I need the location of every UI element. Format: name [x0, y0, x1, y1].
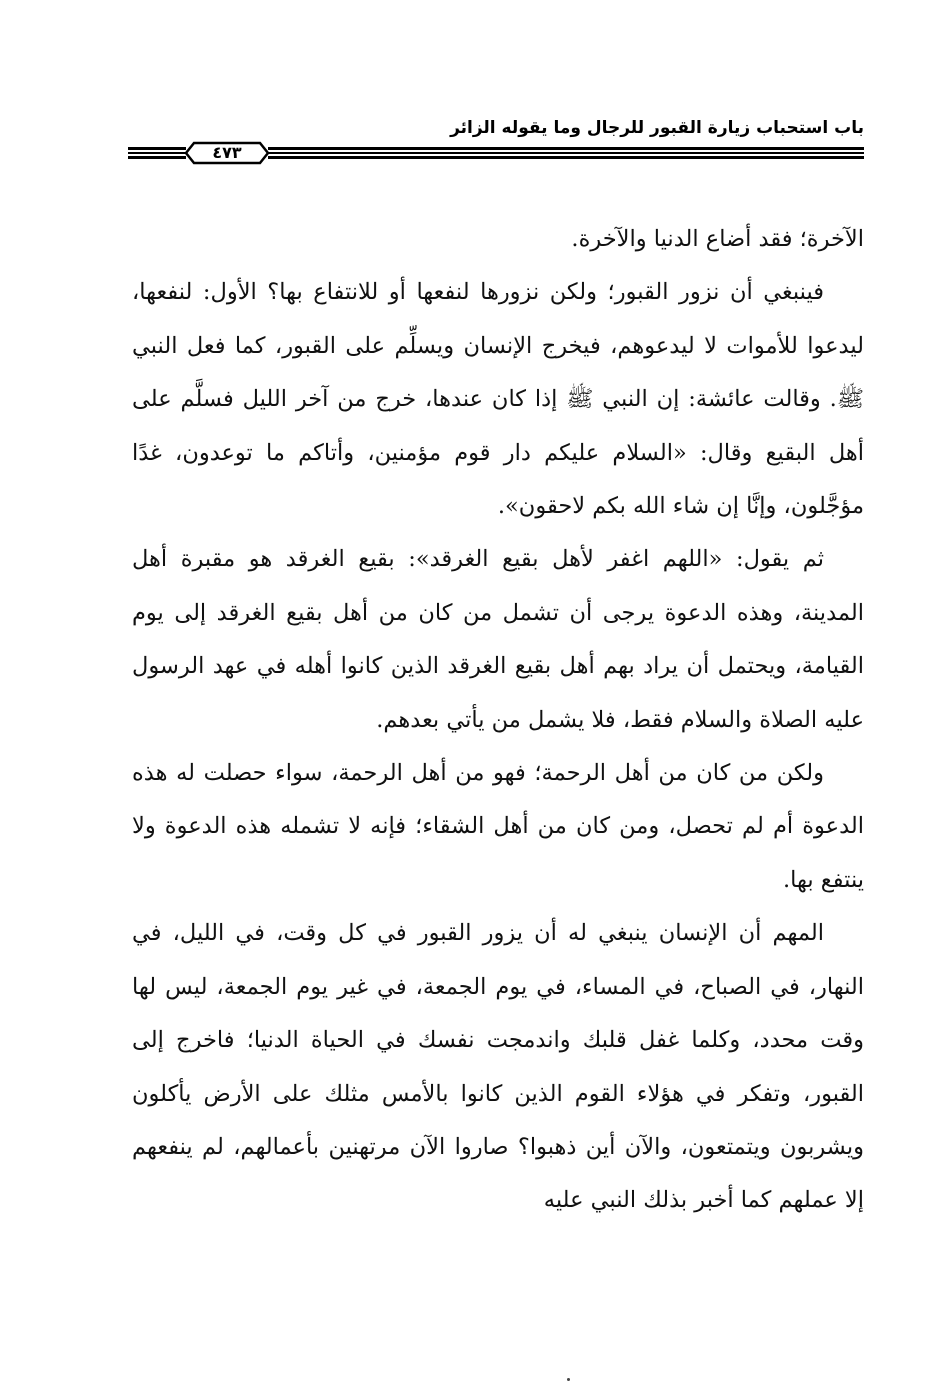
paragraph-5: المهم أن الإنسان ينبغي له أن يزور القبور في كل وقت، في الليل، في النهار، في الصباح، في المساء، في يوم الجمعة، في غير يوم الجمعة، ليس لها وقت محدد، وكلما غفل قلبك واندمجت نفسك في الحياة الدنيا؛ فاخرج إلى القبور، وتفكر في هؤلاء القوم الذين كانوا بالأمس مثلك على الأرض يأكلون ويشربون ويتمتعون، والآن أين ذهبوا؟ صاروا الآن مرتهنين بأعمالهم، لم ينفعهم إلا عملهم كما أخبر بذلك النبي عليه	[132, 920, 864, 1214]
page-header	[128, 118, 864, 168]
paragraph-3: ثم يقول: «اللهم اغفر لأهل بقيع الغرقد»: بقيع الغرقد هو مقبرة أهل المدينة، وهذه الدعوة يرجى أن تشمل من كان من أهل بقيع الغرقد إلى يوم القيامة، ويحتمل أن يراد بهم أهل بقيع الغرقد الذين كانوا أهله في عهد الرسول عليه الصلاة والسلام فقط، فلا يشمل من يأتي بعدهم.	[132, 546, 864, 733]
page-number: ٤٧٣	[212, 143, 242, 162]
scan-speck	[567, 1378, 570, 1381]
page-body	[132, 213, 864, 1228]
paragraph-1: الآخرة؛ فقد أضاع الدنيا والآخرة.	[571, 226, 864, 252]
paragraph-4: ولكن من كان من أهل الرحمة؛ فهو من أهل الرحمة، سواء حصلت له هذه الدعوة أم لم تحصل، ومن كان من أهل الشقاء؛ فإنه لا تشمله هذه الدعوة ولا ينتفع بها.	[132, 760, 864, 893]
paragraph-2: فينبغي أن نزور القبور؛ ولكن نزورها لنفعها أو للانتفاع بها؟ الأول: لنفعها، ليدعوا للأموات لا ليدعوهم، فيخرج الإنسان ويسلِّم على القبور، كما فعل النبي ﷺ. وقالت عائشة: إن النبي ﷺ إذا كان عندها، خرج من آخر الليل فسلَّم على أهل البقيع وقال: «السلام عليكم دار قوم مؤمنين، وأتاكم ما توعدون، غدًا مؤجَّلون، وإنَّا إن شاء الله بكم لاحقون».	[132, 279, 864, 520]
chapter-title: باب استحباب زيارة القبور للرجال وما يقوله الزائر	[450, 118, 864, 138]
